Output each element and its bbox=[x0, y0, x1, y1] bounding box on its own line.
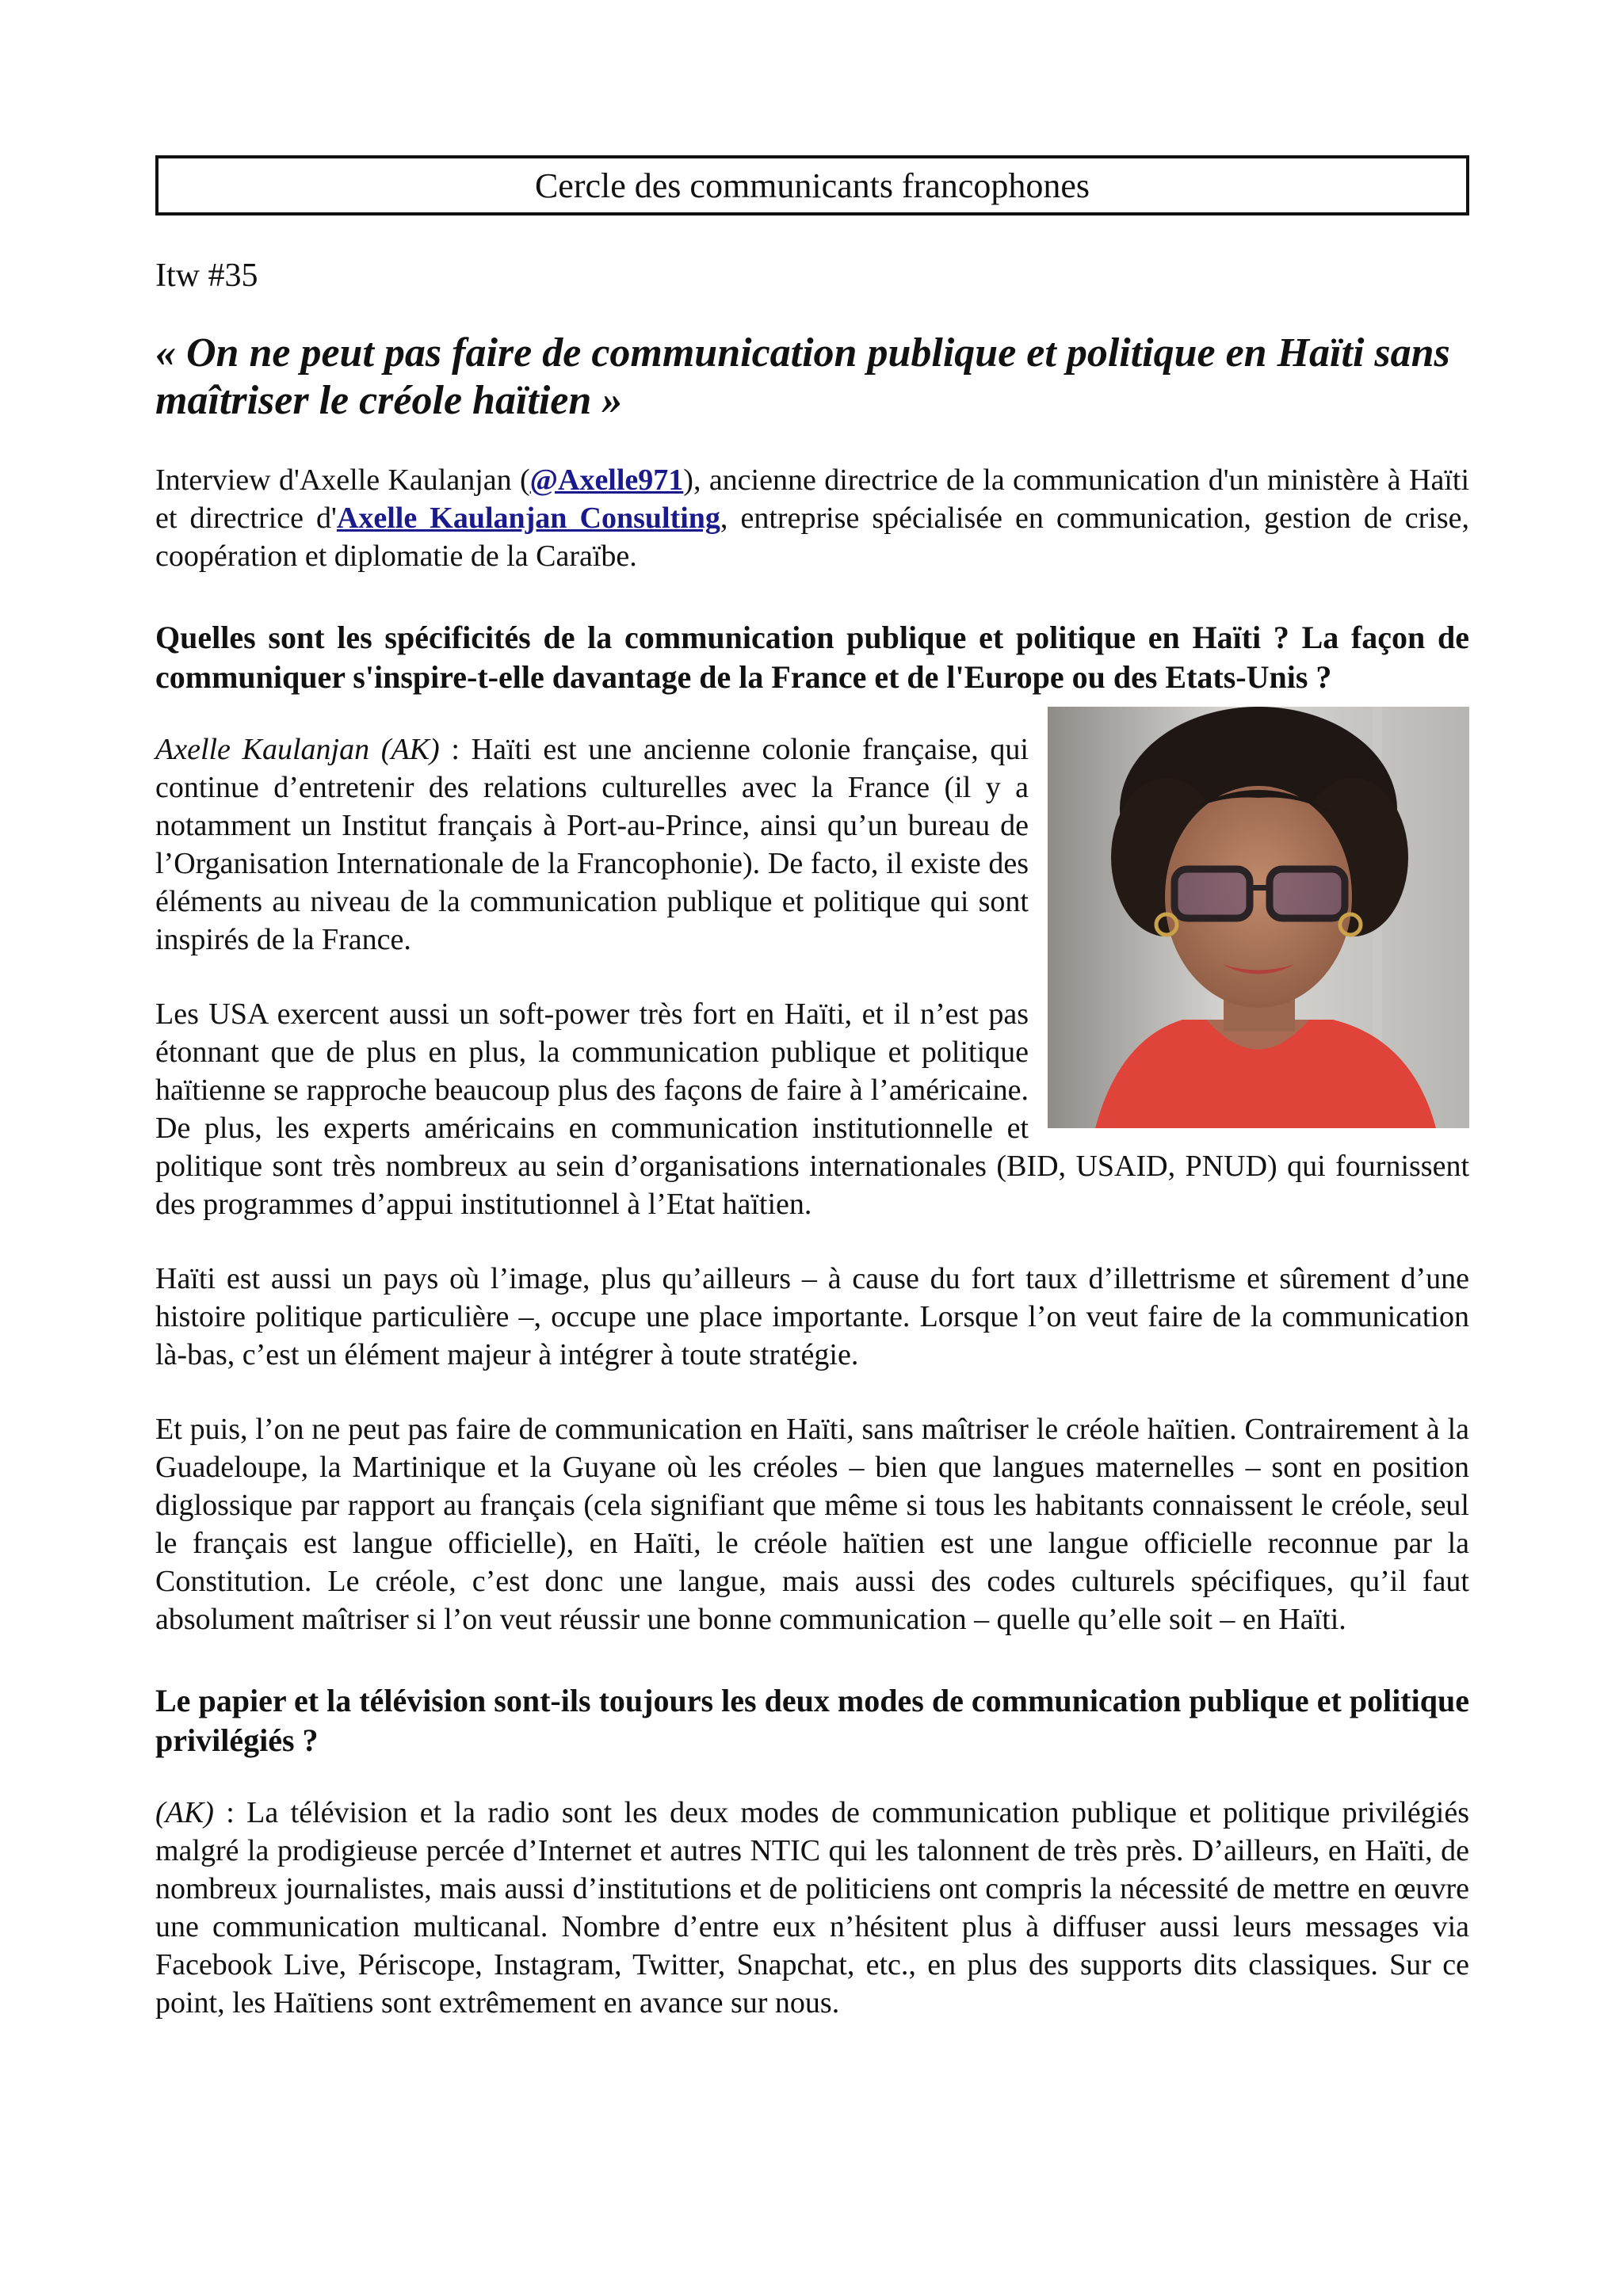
speaker-name: Axelle Kaulanjan (AK) bbox=[155, 733, 440, 766]
company-link[interactable]: Axelle Kaulanjan Consulting bbox=[336, 502, 720, 535]
intro-text-before: Interview d'Axelle Kaulanjan ( bbox=[155, 463, 530, 497]
header-title: Cercle des communicants francophones bbox=[534, 166, 1090, 205]
portrait-image bbox=[1048, 707, 1469, 1128]
intro-text-after: , entreprise spécialisée en communication, gestion de crise, coopération et diplomatie de la Caraïbe. bbox=[155, 502, 1470, 573]
speaker-abbrev: (AK) bbox=[155, 1796, 214, 1829]
question-1: Quelles sont les spécificités de la communication publique et politique en Haïti ? La façon de communiquer s'inspire-t-elle davantage de la France et de l'Europe ou des Etats-Unis ? bbox=[155, 620, 1469, 695]
document-page bbox=[155, 155, 1469, 2022]
answer-2-text: : La télévision et la radio sont les deux modes de communication publique et politique privilégiés malgré la prodigieuse percée d’Internet et autres NTIC qui les talonnent de très près. D’ailleurs, en Haïti, de nombreux journalistes, mais aussi d’institutions et de politiciens ont compris la nécessité de mettre en œuvre une communication multicanal. Nombre d’entre eux n’hésitent plus à diffuser aussi leurs messages via Facebook Live, Périscope, Instagram, Twitter, Snapchat, etc., en plus des supports dits classiques. Sur ce point, les Haïtiens sont extrêmement en avance sur nous. bbox=[155, 1796, 1469, 2019]
answer-2-paragraph bbox=[155, 1794, 1469, 2022]
intro-text-middle: ), ancienne directrice de la communication d'un ministère à Haïti et directrice d' bbox=[155, 463, 1470, 535]
interview-number: Itw #35 bbox=[155, 257, 258, 294]
twitter-handle-link[interactable]: @Axelle971 bbox=[529, 463, 684, 497]
answer-1-paragraph-2: Les USA exercent aussi un soft-power très fort en Haïti, et il n’est pas étonnant que de plus en plus, la communication publique et politique haïtienne se rapproche beaucoup plus des façons de faire à l’américaine. De plus, les experts américains en communication institutionnelle et politique sont très nombreux au sein d’organisations internationales (BID, USAID, PNUD) qui fournissent des programmes d’appui institutionnel à l’Etat haïtien. bbox=[155, 997, 1469, 1221]
intro-paragraph bbox=[155, 461, 1469, 575]
answer-1-paragraph-4: Et puis, l’on ne peut pas faire de communication en Haïti, sans maîtriser le créole haïtien. Contrairement à la Guadeloupe, la Martinique et la Guyane où les créoles – bien que langues maternelles – sont en position diglossique par rapport au français (cela signifiant que même si tous les habitants connaissent le créole, seul le français est langue officielle), en Haïti, le créole haïtien est une langue officielle reconnue par la Constitution. Le créole, c’est donc une langue, mais aussi des codes culturels spécifiques, qu’il faut absolument maîtriser si l’on veut réussir une bonne communication – quelle qu’elle soit – en Haïti. bbox=[155, 1413, 1469, 1636]
answer-1-paragraph-3: Haïti est aussi un pays où l’image, plus qu’ailleurs – à cause du fort taux d’illettrisme et sûrement d’une histoire politique particulière –, occupe une place importante. Lorsque l’on veut faire de la communication là-bas, c’est un élément majeur à intégrer à toute stratégie. bbox=[155, 1262, 1469, 1371]
question-2: Le papier et la télévision sont-ils toujours les deux modes de communication publique et politique privilégiés ? bbox=[155, 1683, 1469, 1758]
main-title: « On ne peut pas faire de communication publique et politique en Haïti sans maîtriser le créole haïtien » bbox=[155, 330, 1450, 423]
answer-1-text-1: : Haïti est une ancienne colonie française, qui continue d’entretenir des relations culturelles avec la France (il y a notamment un Institut français à Port-au-Prince, ainsi qu’un bureau de l’Organisation Internationale de la Francophonie). De facto, il existe des éléments au niveau de la communication publique et politique qui sont inspirés de la France. bbox=[155, 733, 1029, 956]
header-box bbox=[155, 155, 1469, 215]
portrait-photo bbox=[1048, 707, 1469, 1128]
